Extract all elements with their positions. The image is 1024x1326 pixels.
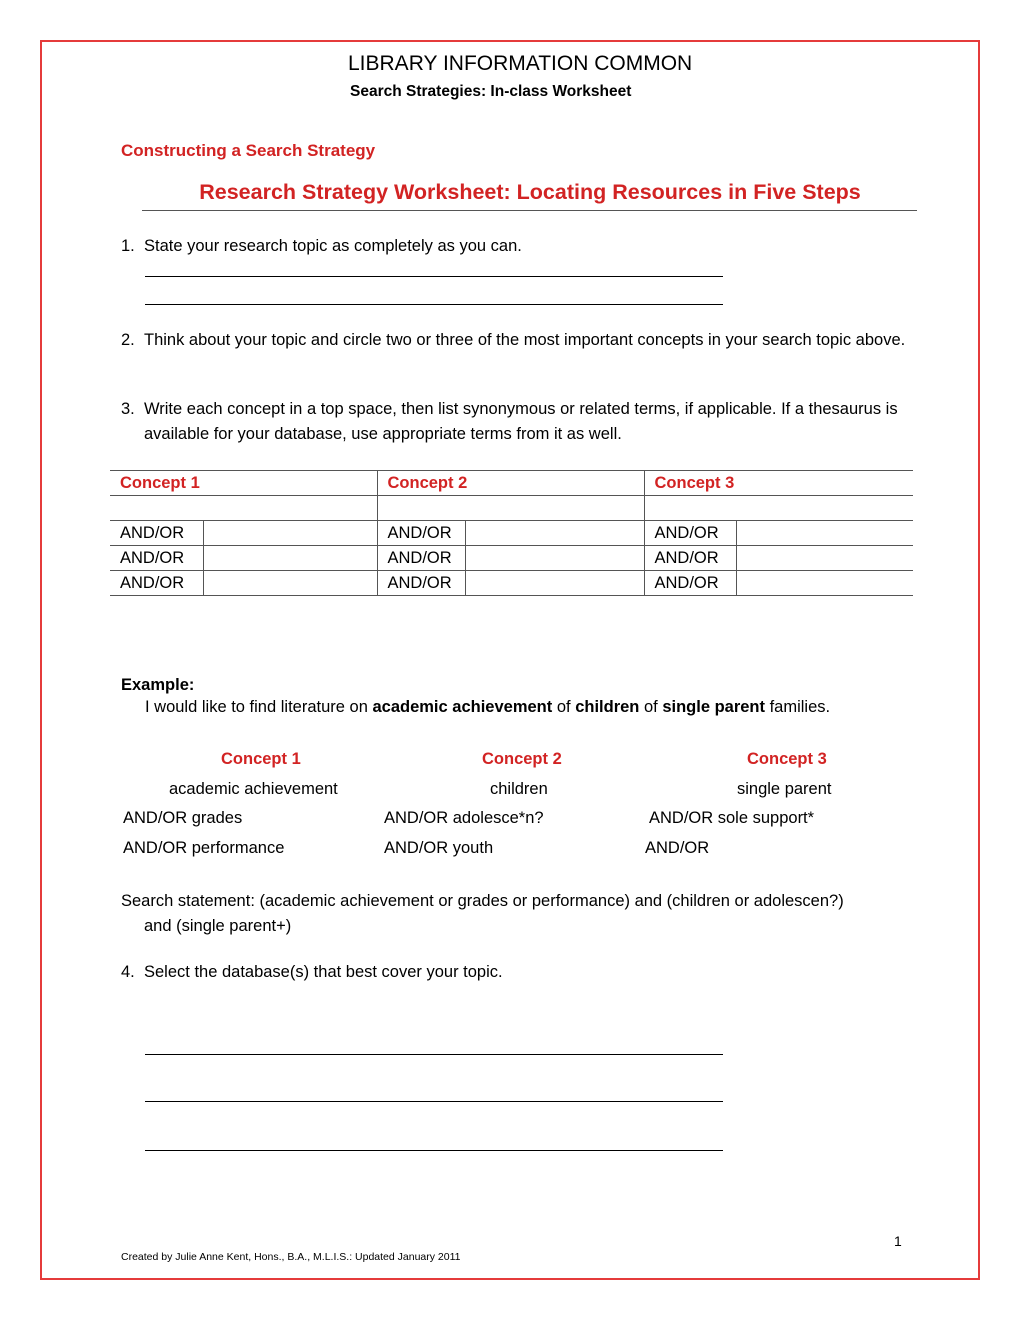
page-subtitle: Search Strategies: In-class Worksheet — [350, 83, 632, 100]
term-cell[interactable] — [203, 521, 377, 546]
search-statement-line: Search statement: (academic achievement or grades or performance) and (children or adolescen?) — [121, 892, 844, 910]
example-concept-term: children — [490, 779, 548, 798]
example-concept-header: Concept 3 — [747, 750, 827, 768]
step-number: 3. — [121, 400, 135, 418]
page-border — [40, 40, 980, 1280]
search-statement — [121, 889, 941, 939]
example-synonym: AND/OR sole support* — [649, 809, 815, 827]
step-text: State your research topic as completely as you can. — [144, 237, 522, 255]
term-cell[interactable] — [203, 546, 377, 571]
step-3 — [121, 397, 934, 447]
term-cell[interactable] — [465, 571, 644, 596]
connector-label: AND/OR — [377, 521, 465, 546]
sentence-keyword: academic achievement — [372, 698, 553, 716]
section-heading: Constructing a Search Strategy — [121, 141, 376, 160]
sentence-text: of — [639, 698, 663, 716]
step-text: Write each concept in a top space, then list synonymous or related terms, if applicable. If a thesaurus is available for your database, use appropriate terms from it as well. — [144, 400, 898, 443]
connector-label: AND/OR — [110, 571, 203, 596]
table-row — [110, 571, 913, 596]
answer-line[interactable] — [145, 1101, 723, 1102]
example-concept-2 — [384, 750, 562, 868]
answer-line[interactable] — [145, 1054, 723, 1055]
title-rule — [142, 210, 917, 211]
connector-label: AND/OR — [377, 546, 465, 571]
connector-label: AND/OR — [644, 571, 736, 596]
footer-credit: Created by Julie Anne Kent, Hons., B.A., M.L.I.S.: Updated January 2011 — [121, 1251, 461, 1263]
connector-label: AND/OR — [110, 546, 203, 571]
page-number: 1 — [894, 1233, 902, 1249]
example-synonym: AND/OR performance — [123, 838, 285, 857]
step-text: Select the database(s) that best cover your topic. — [144, 963, 503, 981]
concept-entry-row — [110, 496, 913, 521]
answer-line[interactable] — [145, 276, 723, 277]
term-cell[interactable] — [465, 521, 644, 546]
example-concept-term: single parent — [737, 779, 832, 798]
example-synonym: AND/OR adolesce*n? — [384, 809, 544, 827]
table-row — [110, 521, 913, 546]
table-header-row — [110, 471, 913, 496]
connector-label: AND/OR — [644, 546, 736, 571]
step-2 — [121, 328, 934, 353]
example-label: Example: — [121, 676, 195, 694]
concept-1-input[interactable] — [110, 496, 377, 521]
term-cell[interactable] — [736, 571, 913, 596]
example-concept-term: academic achievement — [169, 779, 338, 798]
worksheet-title: Research Strategy Worksheet: Locating Resources in Five Steps — [199, 180, 861, 204]
connector-label: AND/OR — [110, 521, 203, 546]
sentence-text: I would like to find literature on — [145, 698, 373, 716]
answer-line[interactable] — [145, 304, 723, 305]
concept-2-header: Concept 2 — [377, 471, 644, 496]
table-row — [110, 546, 913, 571]
term-cell[interactable] — [736, 546, 913, 571]
sentence-text: of — [552, 698, 576, 716]
concept-2-input[interactable] — [377, 496, 644, 521]
step-number: 2. — [121, 331, 135, 349]
example-sentence — [145, 698, 830, 717]
concept-1-header: Concept 1 — [110, 471, 377, 496]
connector-label: AND/OR — [377, 571, 465, 596]
term-cell[interactable] — [465, 546, 644, 571]
search-statement-line: and (single parent+) — [144, 917, 292, 935]
answer-line[interactable] — [145, 1150, 723, 1151]
connector-label: AND/OR — [644, 521, 736, 546]
example-synonym: AND/OR grades — [123, 809, 243, 827]
example-concept-3 — [645, 750, 831, 868]
example-concept-header: Concept 1 — [221, 750, 301, 768]
step-text: Think about your topic and circle two or three of the most important concepts in your search topic above. — [144, 331, 906, 349]
term-cell[interactable] — [736, 521, 913, 546]
concept-3-input[interactable] — [644, 496, 913, 521]
example-concept-header: Concept 2 — [482, 750, 562, 768]
concept-3-header: Concept 3 — [644, 471, 913, 496]
sentence-keyword: children — [575, 698, 640, 716]
sentence-text: families. — [765, 698, 831, 716]
concept-table — [110, 470, 913, 596]
step-4 — [121, 960, 934, 985]
term-cell[interactable] — [203, 571, 377, 596]
page-title: LIBRARY INFORMATION COMMON — [348, 52, 693, 75]
example-synonym: AND/OR — [645, 838, 710, 857]
sentence-keyword: single parent — [662, 698, 766, 716]
example-synonym: AND/OR youth — [384, 838, 494, 857]
example-concept-1 — [123, 750, 338, 868]
step-number: 4. — [121, 963, 135, 981]
step-number: 1. — [121, 237, 135, 255]
step-1 — [121, 234, 934, 259]
